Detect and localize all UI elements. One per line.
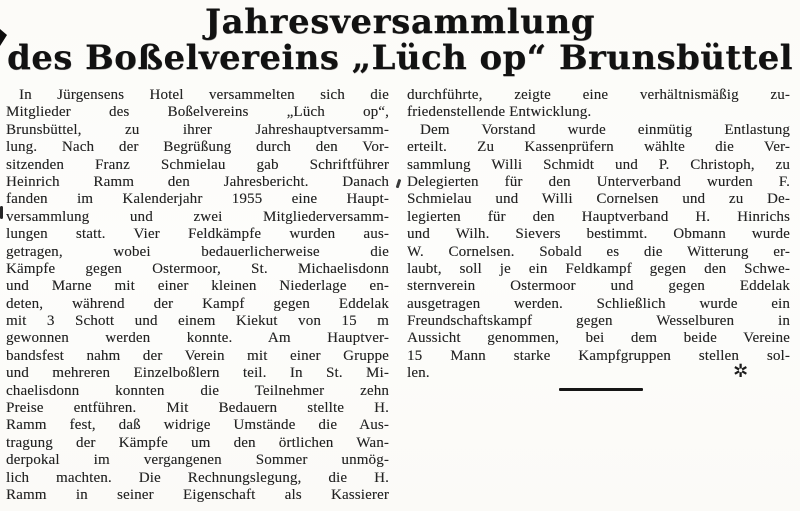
article-line: Ramm fest, daß widrige Umstände die Aus- bbox=[6, 417, 389, 434]
article-line: lung. Nach der Begrüßung durch den Vor- bbox=[6, 139, 389, 156]
article-line: Aussicht genommen, bei dem beide Vereine bbox=[407, 330, 790, 347]
article-column-left bbox=[6, 87, 389, 504]
column-right-lines bbox=[407, 87, 790, 383]
scan-artifact-tick bbox=[396, 179, 401, 188]
article-line: Schmielau und Willi Cornelsen und zu De- bbox=[407, 191, 790, 208]
article-line: bandsfest nahm der Verein mit einer Gruppe bbox=[6, 347, 389, 364]
headline-line-1: Jahresversammlung bbox=[204, 2, 596, 42]
article-line: laubt, soll je ein Feldkampf gegen den Schwe- bbox=[407, 260, 790, 277]
article-line: fanden im Kalenderjahr 1955 eine Haupt- bbox=[6, 191, 389, 208]
article-line: mit 3 Schott und einem Kiekut von 15 m bbox=[6, 313, 389, 330]
article-body bbox=[0, 87, 800, 504]
article-line: friedenstellende Entwicklung. bbox=[407, 104, 592, 121]
article-line: Ramm in seiner Eigenschaft als Kassierer bbox=[6, 486, 389, 503]
article-line: durchführte, zeigte eine verhältnismäßig zu- bbox=[407, 87, 790, 103]
end-divider-rule bbox=[559, 388, 643, 391]
article-line: sitzenden Franz Schmielau gab Schriftführer bbox=[6, 156, 389, 173]
article-line: Delegierten für den Unterverband wurden F. bbox=[407, 173, 790, 190]
article-line: ausgetragen werden. Schließlich wurde ein bbox=[407, 295, 790, 312]
article-line: Freundschaftskampf gegen Wesselburen in bbox=[407, 313, 790, 330]
article-line: len. bbox=[407, 365, 430, 382]
column-left-lines bbox=[6, 87, 389, 504]
article-line: erteilt. Zu Kassenprüfern wählte die Ver- bbox=[407, 139, 790, 156]
end-star-ornament: ✲ bbox=[733, 361, 749, 382]
article-line: Kämpfe gegen Ostermoor, St. Michaelisdonn bbox=[6, 260, 389, 277]
article-line: sammlung Willi Schmidt und P. Christoph, zu bbox=[407, 156, 790, 173]
article-line: und Wilh. Sievers bestimmt. Obmann wurde bbox=[407, 226, 790, 243]
article-column-right bbox=[407, 87, 790, 504]
article-line: legierten für den Hauptverband H. Hinrichs bbox=[407, 208, 790, 225]
article-line: lich machten. Die Rechnungslegung, die H. bbox=[6, 469, 389, 486]
article-line: versammlung und zwei Mitgliederversamm- bbox=[6, 208, 389, 225]
article-line: tragung der Kämpfe um den örtlichen Wan- bbox=[6, 434, 389, 451]
article-line: derpokal im vergangenen Sommer unmög- bbox=[6, 452, 389, 469]
headline bbox=[0, 0, 800, 76]
article-line: lungen statt. Vier Feldkämpfe wurden aus- bbox=[6, 226, 389, 243]
scan-artifact-speck bbox=[0, 206, 3, 219]
headline-line-2: des Boßelvereins „Lüch op“ Brunsbüttel bbox=[7, 38, 793, 78]
article-line: getragen, wobei bedauerlicherweise die bbox=[6, 243, 389, 260]
article-line: Preise entführen. Mit Bedauern stellte H. bbox=[6, 400, 389, 417]
article-line: 15 Mann starke Kampfgruppen stellen sol- bbox=[407, 347, 790, 364]
article-line: und mehreren Einzelboßlern teil. In St. Mi- bbox=[6, 365, 389, 382]
article-line: deten, während der Kampf gegen Eddelak bbox=[6, 295, 389, 312]
article-line: chaelisdonn konnten die Teilnehmer zehn bbox=[6, 382, 389, 399]
article-line: Heinrich Ramm den Jahresbericht. Danach bbox=[6, 173, 389, 190]
article-line: und Marne mit einer kleinen Niederlage en- bbox=[6, 278, 389, 295]
article-line: gewonnen werden konnte. Am Hauptver- bbox=[6, 330, 389, 347]
article-line: Brunsbüttel, zu ihrer Jahreshauptversamm- bbox=[6, 121, 389, 138]
article-line: sternverein Ostermoor und gegen Eddelak bbox=[407, 278, 790, 295]
article-line: Mitglieder des Boßelvereins „Lüch op“, bbox=[6, 104, 389, 121]
article-line: Dem Vorstand wurde einmütig Entlastung bbox=[420, 121, 790, 138]
article-line: In Jürgensens Hotel versammelten sich die bbox=[19, 87, 389, 103]
article-line: W. Cornelsen. Sobald es die Witterung er- bbox=[407, 243, 790, 260]
